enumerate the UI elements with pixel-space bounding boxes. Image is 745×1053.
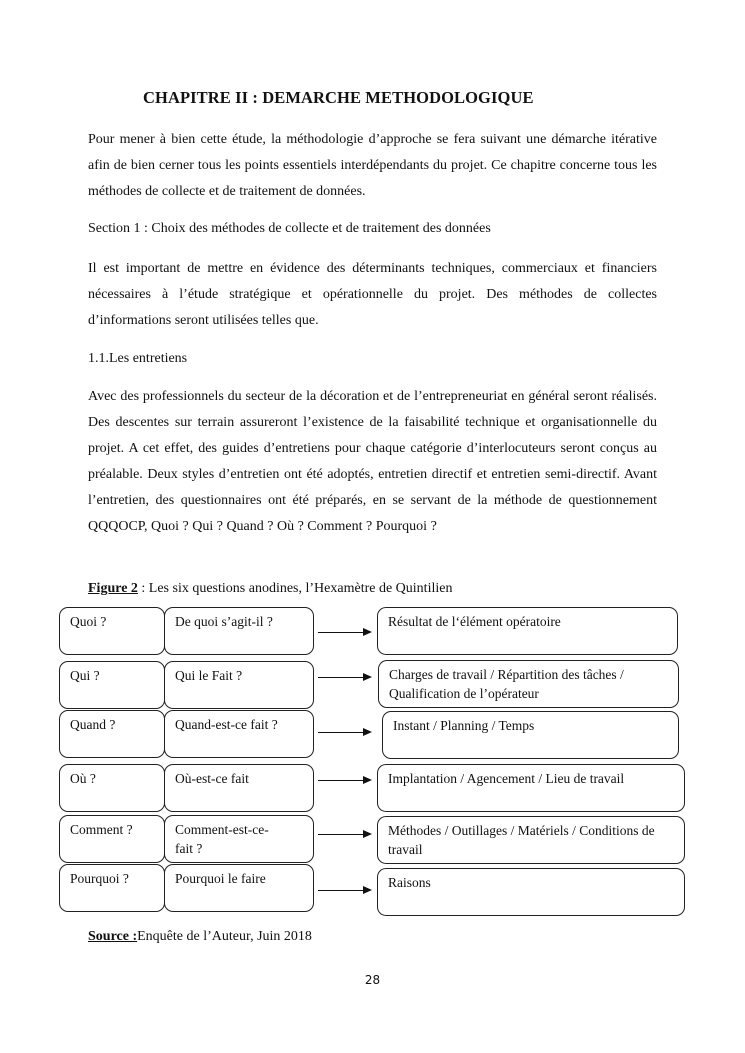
question-box: Quoi ? bbox=[59, 607, 165, 655]
arrow-right-icon bbox=[318, 890, 370, 891]
question-box: Pourquoi ? bbox=[59, 864, 165, 912]
figure-source bbox=[88, 929, 312, 945]
arrow-right-icon bbox=[318, 632, 370, 633]
arrow-right-icon bbox=[318, 677, 370, 678]
figure-caption-text: : Les six questions anodines, l’Hexamètre de Quintilien bbox=[137, 581, 453, 596]
figure-label: Figure 2 bbox=[88, 581, 138, 596]
question-box: Comment ? bbox=[59, 815, 165, 863]
answer-box: Méthodes / Outillages / Matériels / Conditions de travail bbox=[377, 816, 685, 864]
intro-paragraph: Pour mener à bien cette étude, la méthodologie d’approche se fera suivant une démarche itérative afin de bien cerner tous les points essentiels interdépendants du projet. Ce chapitre concerne tous les méthodes de collecte et de traitement de données. bbox=[88, 132, 657, 199]
arrow-right-icon bbox=[318, 732, 370, 733]
detail-box: De quoi s’agit-il ? bbox=[164, 607, 314, 655]
page-number: 28 bbox=[364, 973, 381, 987]
answer-box: Instant / Planning / Temps bbox=[382, 711, 679, 759]
question-box: Où ? bbox=[59, 764, 165, 812]
arrow-right-icon bbox=[318, 780, 370, 781]
answer-box: Charges de travail / Répartition des tâches / Qualification de l’opérateur bbox=[378, 660, 679, 708]
question-box: Quand ? bbox=[59, 710, 165, 758]
subsection-heading: 1.1.Les entretiens bbox=[88, 351, 188, 366]
figure-caption bbox=[88, 581, 452, 597]
detail-box: Où-est-ce fait bbox=[164, 764, 314, 812]
arrow-right-icon bbox=[318, 834, 370, 835]
subsection-paragraph: Avec des professionnels du secteur de la décoration et de l’entrepreneuriat en général seront réalisés. Des descentes sur terrain assureront l’existence de la faisabilité technique et organisationnelle du projet. A cet effet, des guides d’entretiens pour chaque catégorie d’interlocuteurs seront conçus au préalable. Deux styles d’entretien ont été adoptés, entretien directif et entretien semi-directif. Avant l’entretien, des questionnaires ont été préparés, en se servant de la méthode de questionnement QQQOCP, Quoi ? Qui ? Quand ? Où ? Comment ? Pourquoi ? bbox=[88, 389, 657, 534]
section-heading: Section 1 : Choix des méthodes de collecte et de traitement des données bbox=[88, 221, 491, 236]
detail-box: Pourquoi le faire bbox=[164, 864, 314, 912]
answer-box: Résultat de l‘élément opératoire bbox=[377, 607, 678, 655]
section-paragraph: Il est important de mettre en évidence des déterminants techniques, commerciaux et financiers nécessaires à l’étude stratégique et opérationnelle du projet. Des méthodes de collectes d’informations seront utilisées telles que. bbox=[88, 261, 657, 328]
detail-box: Comment-est-ce-fait ? bbox=[164, 815, 314, 863]
source-label: Source : bbox=[88, 929, 138, 944]
detail-box: Quand-est-ce fait ? bbox=[164, 710, 314, 758]
question-box: Qui ? bbox=[59, 661, 165, 709]
answer-box: Raisons bbox=[377, 868, 685, 916]
source-text: Enquête de l’Auteur, Juin 2018 bbox=[137, 929, 312, 944]
detail-box: Qui le Fait ? bbox=[164, 661, 314, 709]
answer-box: Implantation / Agencement / Lieu de travail bbox=[377, 764, 685, 812]
chapter-title: CHAPITRE II : DEMARCHE METHODOLOGIQUE bbox=[143, 88, 534, 107]
